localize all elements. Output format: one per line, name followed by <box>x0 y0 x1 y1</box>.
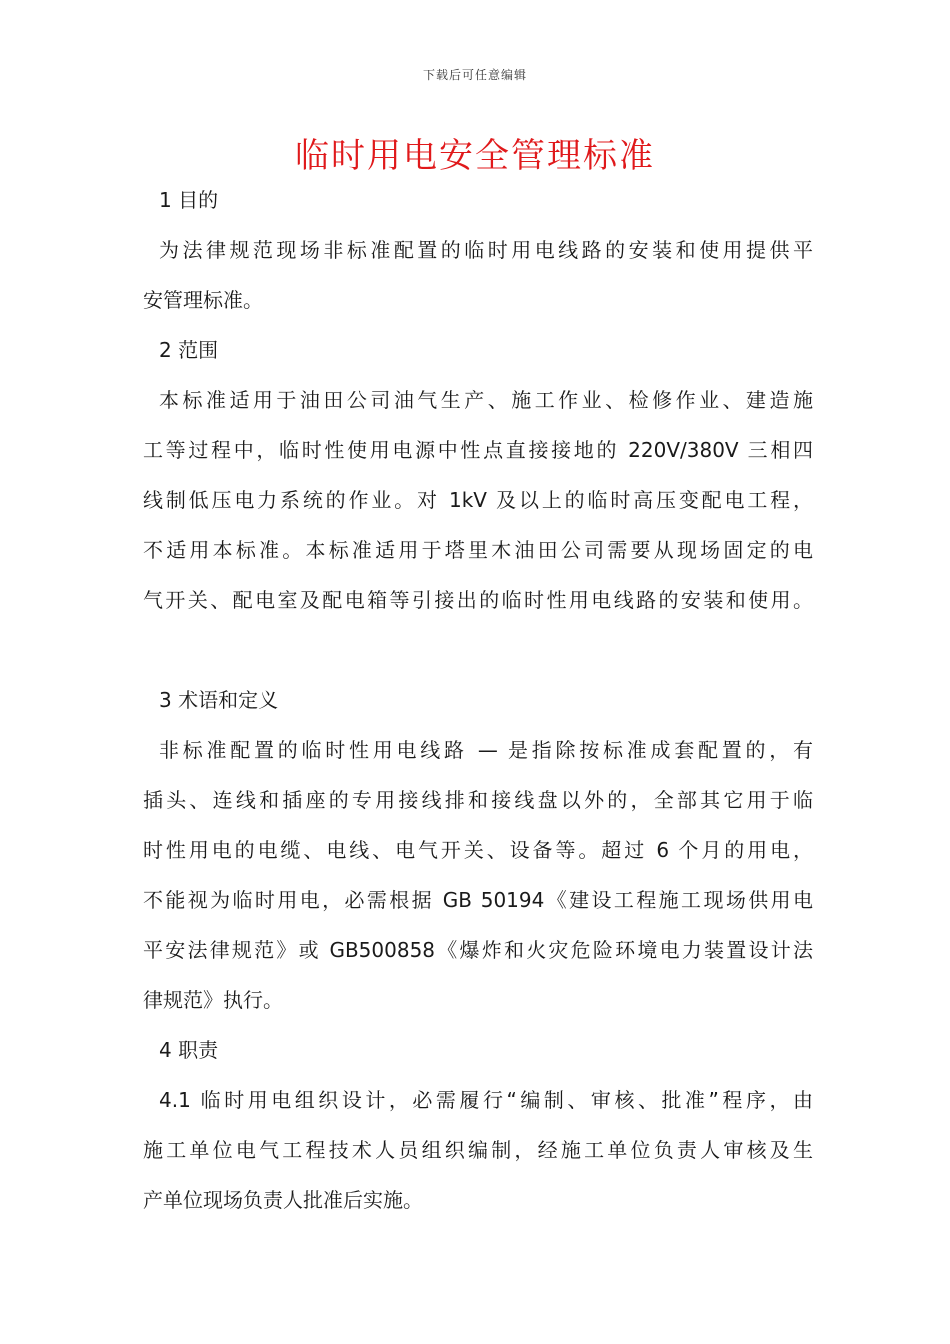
blank-line <box>143 625 813 675</box>
paragraph-line: 产单位现场负责人批准后实施。 <box>143 1188 423 1212</box>
paragraph-line: 时性用电的电缆、电线、电气开关、设备等。超过 6 个月的用电， <box>143 838 813 862</box>
paragraph-line: 平安法律规范》或 GB500858《爆炸和火灾危险环境电力装置设计法 <box>143 938 813 962</box>
paragraph-line: 不能视为临时用电，必需根据 GB 50194《建设工程施工现场供用电 <box>143 888 813 912</box>
document-body <box>143 175 813 1225</box>
paragraph-line: 本标准适用于油田公司油气生产、施工作业、检修作业、建造施 <box>159 388 813 412</box>
section-heading-purpose: 1 目的 <box>159 188 219 212</box>
paragraph-line: 施工单位电气工程技术人员组织编制，经施工单位负责人审核及生 <box>143 1138 813 1162</box>
paragraph-line: 4.1 临时用电组织设计，必需履行“编制、审核、批准”程序，由 <box>159 1088 813 1112</box>
paragraph-line: 工等过程中，临时性使用电源中性点直接接地的 220V/380V 三相四 <box>143 438 813 462</box>
header-note: 下载后可任意编辑 <box>422 68 527 82</box>
paragraph-line: 插头、连线和插座的专用接线排和接线盘以外的，全部其它用于临 <box>143 788 813 812</box>
section-heading-terms: 3 术语和定义 <box>159 688 279 712</box>
section-heading-responsibilities: 4 职责 <box>159 1038 219 1062</box>
paragraph-line: 气开关、配电室及配电箱等引接出的临时性用电线路的安装和使用。 <box>143 588 813 612</box>
paragraph-line: 律规范》执行。 <box>143 988 283 1012</box>
paragraph-line: 非标准配置的临时性用电线路 — 是指除按标准成套配置的，有 <box>159 738 813 762</box>
paragraph-line: 不适用本标准。本标准适用于塔里木油田公司需要从现场固定的电 <box>143 538 813 562</box>
document-title: 临时用电安全管理标准 <box>295 136 655 176</box>
paragraph-line: 为法律规范现场非标准配置的临时用电线路的安装和使用提供平 <box>159 238 813 262</box>
section-heading-scope: 2 范围 <box>159 338 219 362</box>
paragraph-line: 线制低压电力系统的作业。对 1kV 及以上的临时高压变配电工程， <box>143 488 813 512</box>
paragraph-line: 安管理标准。 <box>143 288 263 312</box>
